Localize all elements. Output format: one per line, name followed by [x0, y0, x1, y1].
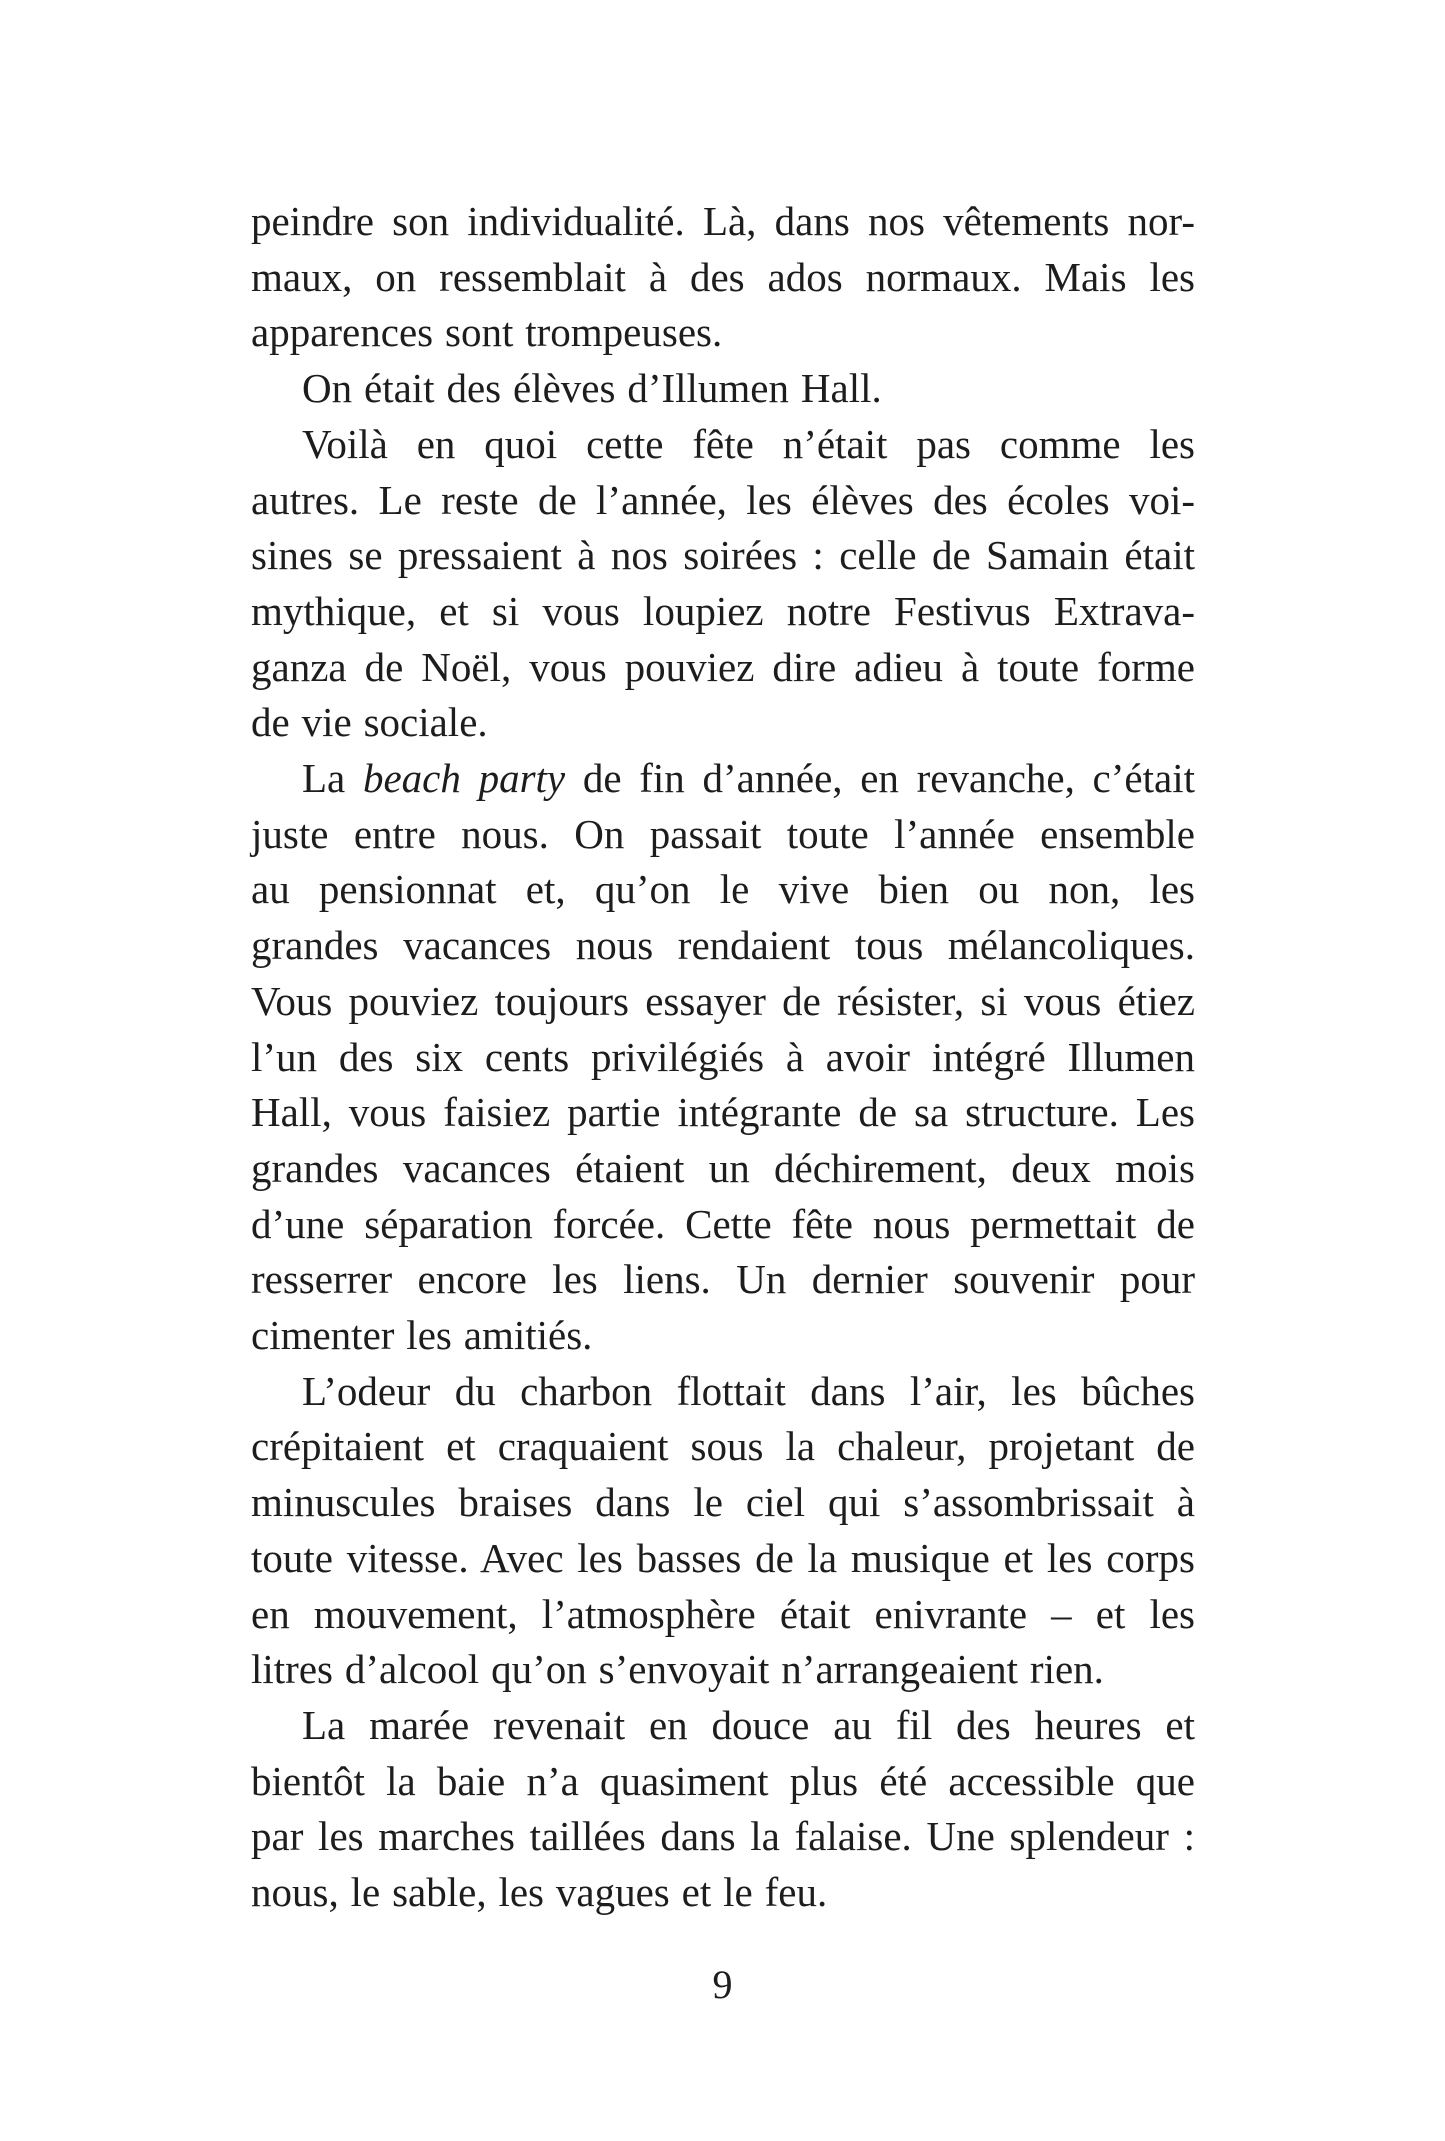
text-line — [251, 1085, 1195, 1141]
page-text — [251, 194, 1195, 1921]
text-line — [251, 305, 1195, 361]
text-line — [251, 1364, 1195, 1420]
text-segment: minuscules braises dans le ciel qui s’assombrissait à — [251, 1479, 1195, 1526]
text-segment: apparences sont trompeuses. — [251, 309, 723, 356]
text-line — [251, 1531, 1195, 1587]
text-segment: maux, on ressemblait à des ados normaux. Mais les — [251, 253, 1195, 300]
text-line — [251, 862, 1195, 918]
text-segment: au pensionnat et, qu’on le vive bien ou non, les — [251, 866, 1195, 913]
text-segment: peindre son individualité. Là, dans nos vêtements nor- — [251, 198, 1195, 244]
text-segment: La — [302, 755, 363, 802]
text-line — [251, 1252, 1195, 1308]
text-segment: Voilà en quoi cette fête n’était pas comme les — [302, 420, 1195, 467]
text-segment: crépitaient et craquaient sous la chaleur, projetant de — [251, 1423, 1195, 1470]
text-segment: de fin d’année, en revanche, c’était — [565, 755, 1195, 802]
text-segment: mythique, et si vous loupiez notre Festivus Extrava- — [251, 587, 1195, 634]
text-segment: d’une séparation forcée. Cette fête nous permettait de — [251, 1200, 1195, 1247]
text-segment: bientôt la baie n’a quasiment plus été accessible que — [251, 1757, 1195, 1804]
text-segment: resserrer encore les liens. Un dernier souvenir pour — [251, 1256, 1195, 1303]
text-line — [251, 807, 1195, 863]
text-segment: cimenter les amitiés. — [251, 1312, 593, 1359]
text-line — [251, 584, 1195, 640]
text-line — [251, 361, 1195, 417]
text-segment: de vie sociale. — [251, 699, 488, 746]
text-segment: nous, le sable, les vagues et le feu. — [251, 1869, 828, 1916]
text-segment: litres d’alcool qu’on s’envoyait n’arrangeaient rien. — [251, 1646, 1104, 1693]
text-segment: Vous pouviez toujours essayer de résister, si vous étiez — [251, 977, 1195, 1024]
text-segment: Hall, vous faisiez partie intégrante de sa structure. Les — [251, 1089, 1195, 1136]
text-line — [251, 250, 1195, 306]
text-segment: juste entre nous. On passait toute l’année ensemble — [251, 810, 1195, 857]
italic-text: beach party — [362, 755, 566, 802]
text-segment: en mouvement, l’atmosphère était enivrante – et les — [251, 1590, 1195, 1637]
text-line — [251, 1197, 1195, 1253]
text-line — [251, 1698, 1195, 1754]
text-line — [251, 1865, 1195, 1921]
text-line — [251, 1754, 1195, 1810]
text-line — [251, 1642, 1195, 1698]
text-line — [251, 751, 1195, 807]
text-line — [251, 194, 1195, 250]
text-line — [251, 1308, 1195, 1364]
text-line — [251, 918, 1195, 974]
text-line — [251, 974, 1195, 1030]
text-line — [251, 1419, 1195, 1475]
text-segment: sines se pressaient à nos soirées : celle de Samain était — [251, 532, 1195, 579]
text-segment: autres. Le reste de l’année, les élèves des écoles voi- — [251, 476, 1195, 523]
page-number: 9 — [712, 1962, 733, 2007]
text-line — [251, 417, 1195, 473]
text-line — [251, 1030, 1195, 1086]
text-line — [251, 695, 1195, 751]
text-segment: grandes vacances étaient un déchirement, deux mois — [251, 1144, 1195, 1191]
text-line — [251, 473, 1195, 529]
text-segment: La marée revenait en douce au fil des heures et — [302, 1701, 1195, 1748]
text-segment: par les marches taillées dans la falaise. Une splendeur : — [251, 1813, 1195, 1860]
text-segment: toute vitesse. Avec les basses de la musique et les corps — [251, 1534, 1195, 1581]
text-segment: grandes vacances nous rendaient tous mélancoliques. — [251, 922, 1195, 969]
text-line — [251, 1141, 1195, 1197]
text-line — [251, 1587, 1195, 1643]
text-line — [251, 1809, 1195, 1865]
text-segment: L’odeur du charbon flottait dans l’air, les bûches — [302, 1367, 1195, 1414]
text-line — [251, 640, 1195, 696]
text-segment: On était des élèves d’Illumen Hall. — [302, 365, 882, 412]
text-line — [251, 1475, 1195, 1531]
text-segment: l’un des six cents privilégiés à avoir intégré Illumen — [251, 1033, 1195, 1080]
text-line — [251, 528, 1195, 584]
text-segment: ganza de Noël, vous pouviez dire adieu à toute forme — [251, 643, 1195, 690]
